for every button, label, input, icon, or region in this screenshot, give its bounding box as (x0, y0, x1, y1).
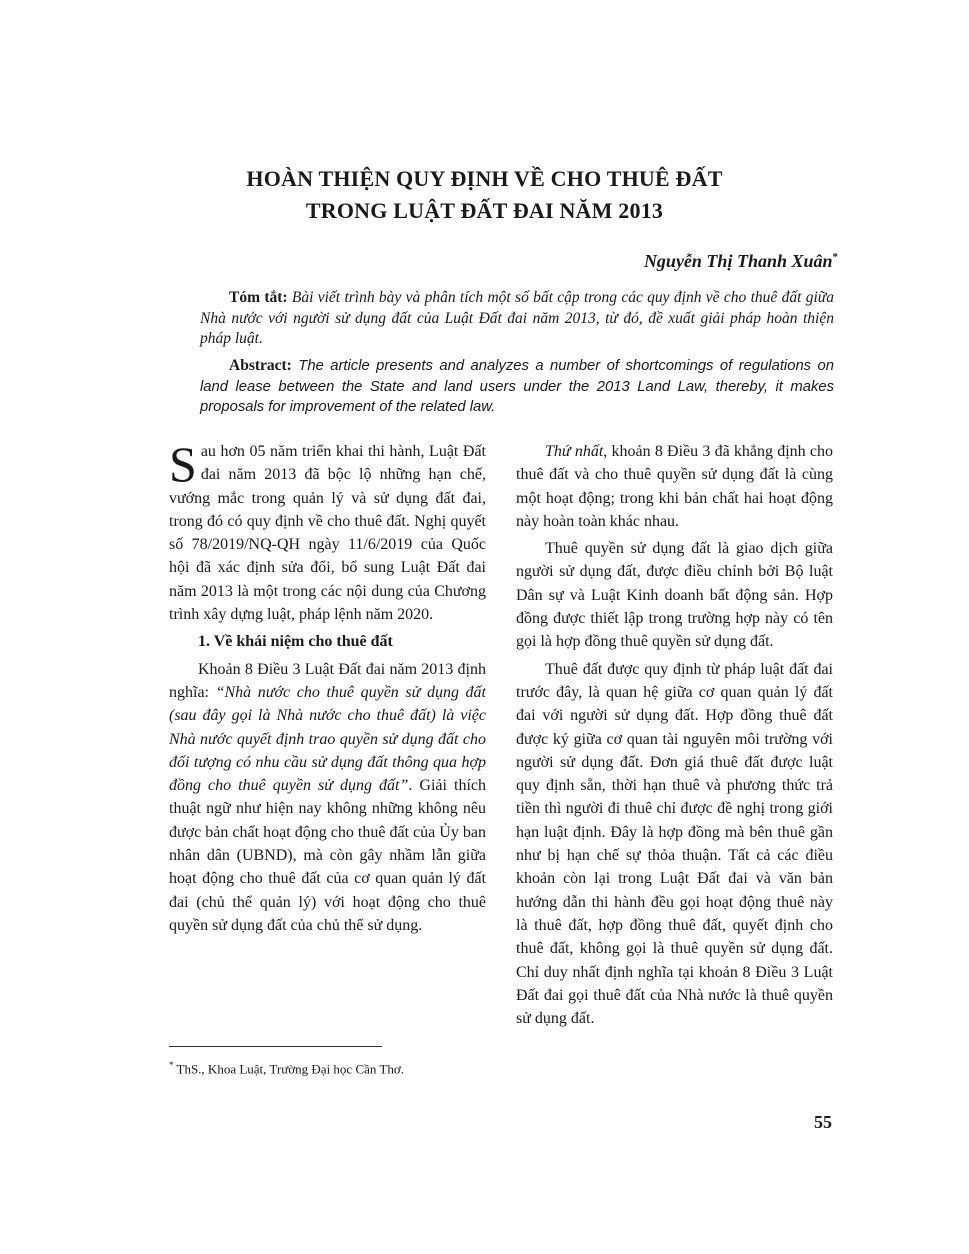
title-line-1: HOÀN THIỆN QUY ĐỊNH VỀ CHO THUÊ ĐẤT (246, 166, 723, 191)
author-name: Nguyễn Thị Thanh Xuân (643, 251, 833, 271)
footnote-divider (169, 1046, 382, 1047)
summary-label: Tóm tắt: (229, 289, 288, 306)
paragraph-land-lease: Thuê đất được quy định từ pháp luật đất đai trước đây, là quan hệ giữa cơ quan quản lý đất đai với người sử dụng đất. Hợp đồng thuê đất được ký giữa cơ quan tài nguyên môi trường với người sử dụng đất. Đơn giá thuê đất được luật quy định sẵn, thời hạn thuê và phương thức trả tiền thì người đi thuê chỉ được đề nghị trong giới hạn luật định. Đây là hợp đồng mà bên thuê gần như bị hạn chế sự thỏa thuận. Tất cả các điều khoản còn lại trong Luật Đất đai và văn bản hướng dẫn thi hành đều gọi hoạt động thuê này là thuê đất, hợp đồng thuê đất, quyết định cho thuê đất, không gọi là thuê quyền sử dụng đất. Chỉ duy nhất định nghĩa tại khoản 8 Điều 3 Luật Đất đai gọi thuê đất của Nhà nước là thuê quyền sử dụng đất. (516, 660, 833, 1028)
abstract-label: Abstract: (229, 357, 292, 374)
title-line-2: TRONG LUẬT ĐẤT ĐAI NĂM 2013 (305, 198, 664, 223)
summary-vietnamese (200, 288, 834, 350)
article-title (0, 163, 969, 227)
definition-quote: “Nhà nước cho thuê quyền sử dụng đất (sau đây gọi là Nhà nước cho thuê đất) là việc Nhà nước quyết định trao quyền sử dụng đất cho đối tượng có nhu cầu sử dụng đất thông qua hợp đồng cho thuê quyền sử dụng đất” (169, 683, 486, 795)
summary-english (200, 356, 834, 418)
intro-paragraph: Sau hơn 05 năm triển khai thi hành, Luật Đất đai năm 2013 đã bộc lộ những hạn chế, vướng mắc trong quản lý và sử dụng đất đai, trong đó có quy định về cho thuê đất. Nghị quyết số 78/2019/NQ-QH ngày 11/6/2019 của Quốc hội đã xác định sửa đổi, bổ sung Luật Đất đai năm 2013 là một trong các nội dung của Chương trình xây dựng luật, pháp lệnh năm 2020. (169, 436, 486, 624)
footnote-text: ThS., Khoa Luật, Trường Đại học Cần Thơ. (173, 1061, 404, 1077)
drop-cap: S (169, 436, 197, 492)
author-footnote-mark: * (832, 251, 838, 263)
author-byline (644, 246, 838, 272)
section-heading: 1. Về khái niệm cho thuê đất (198, 633, 393, 651)
summary-text: Bài viết trình bày và phân tích một số bất cập trong các quy định về cho thuê đất giữa Nhà nước với người sử dụng đất của Luật Đất đai năm 2013, từ đó, đề xuất giải pháp hoàn thiện pháp luật. (200, 289, 834, 347)
page-number: 55 (814, 1112, 832, 1132)
right-column (516, 440, 833, 1034)
footnote-mark: * (169, 1060, 174, 1070)
paragraph-first-point: Thứ nhất, khoản 8 Điều 3 đã khẳng định cho thuê đất và cho thuê quyền sử dụng đất là cùng một hoạt động; trong khi bản chất hai hoạt động này hoàn toàn khác nhau. (516, 443, 833, 530)
footnote (169, 1057, 404, 1077)
abstract-text: The article presents and analyzes a number of shortcomings of regulations on land lease between the State and land users under the 2013 Land Law, thereby, it makes proposals for improvement of the related law. (200, 358, 834, 415)
definition-paragraph: Khoản 8 Điều 3 Luật Đất đai năm 2013 định nghĩa: “Nhà nước cho thuê quyền sử dụng đất (sau đây gọi là Nhà nước cho thuê đất) là việc Nhà nước quyết định trao quyền sử dụng đất cho đối tượng có nhu cầu sử dụng đất thông qua hợp đồng cho thuê quyền sử dụng đất”. Giải thích thuật ngữ như hiện nay không những không nêu được bản chất hoạt động cho thuê đất của Ủy ban nhân dân (UBND), mà còn gây nhầm lẫn giữa hoạt động cho thuê đất của cơ quan quản lý đất đai (chủ thể quản lý) với hoạt động cho thuê quyền sử dụng đất của chủ thể sử dụng. (169, 660, 486, 934)
left-column (169, 436, 486, 941)
paragraph-land-use-right-lease: Thuê quyền sử dụng đất là giao dịch giữa người sử dụng đất, được điều chỉnh bởi Bộ luật Dân sự và Luật Kinh doanh bất động sản. Hợp đồng được thiết lập trong trường hợp này có tên gọi là hợp đồng thuê quyền sử dụng đất. (516, 540, 833, 651)
